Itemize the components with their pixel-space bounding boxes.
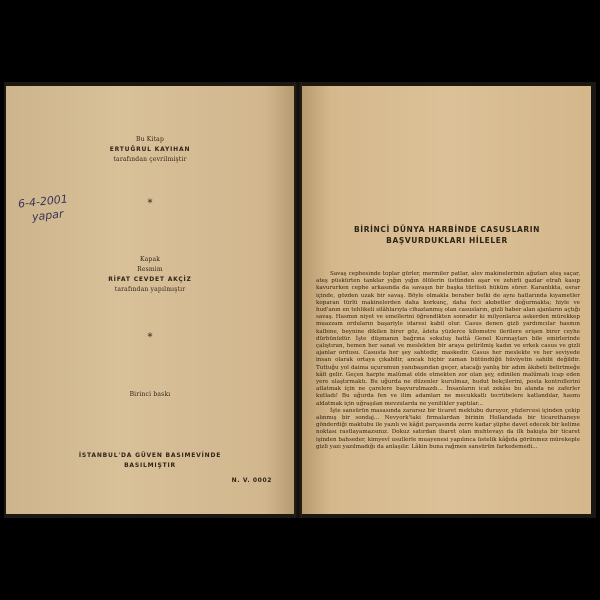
translator-name: ERTUĞRUL KAYIHAN [109, 146, 191, 153]
star-ornament: * [147, 332, 153, 343]
printer-line: BASILMIŞTIR [124, 462, 176, 469]
handwritten-note-line1: 6-4-2001 [17, 192, 69, 211]
drawing-label: Resmim [137, 266, 163, 273]
illustrator-credit: tarafından yapılmıştır [114, 286, 186, 293]
chapter-body [316, 271, 580, 451]
illustrator-name: RİFAT CEVDET AKÇİZ [108, 276, 192, 283]
chapter-title-line: BAŞVURDUKLARI HİLELER [386, 236, 508, 245]
printer-line: İSTANBUL'DA GÜVEN BASIMEVİNDE [78, 452, 222, 459]
intro-line: Bu Kitap [135, 136, 164, 143]
cover-label: Kapak [139, 256, 161, 263]
chapter-title [322, 224, 572, 246]
left-page [6, 86, 294, 514]
translator-credit: tarafından çevrilmiştir [113, 156, 187, 163]
book-gutter [294, 82, 302, 518]
right-page [302, 86, 591, 514]
book-spread [4, 82, 596, 518]
star-ornament: * [147, 198, 153, 209]
catalog-number: N. V. 0002 [231, 477, 272, 484]
chapter-title-line: BİRİNCİ DÜNYA HARBİNDE CASUSLARIN [353, 225, 540, 234]
paragraph: Savaş cephesinde toplar gürler, mermiler patlar, alev makinelerinin ağızları ateş saçar, ateş püskürten tanklar yığın yığın ölülerin üstünden aşar ve zehirli gazlar etrafı kasıp kavururken cephe arkasında da savaşın bir başka türlüsü hüküm sürer. Karanlıkta, esrar içinde, gözden uzak bir savaş. Böyle olmakla beraber belki de aynı hatlarında kıyametler koparan türlü makinelerden daha korkunç, daha feci akıbetler doğurmakta; hiyle ve hud'anın en tehlikeli silâhlarıyla cihazlanmış olan casusların, gizli haber alan ajanların açtığı savaş. Hasmın niyet ve emellerini öğrendikten sonradır ki milyonlarca askerden mürekkep muazzam orduların başariyle idaresi kabil olur. Casus denen gizli yardımcılar hasmın kalbine, beynine dikilen birer göz, âdeta yüzlerce kilometre ilerilere erişen birer ceyhe dürbünüdür. İşte düşmanın bağrına sokuluş hattâ Genel Kurmayları bile emirlerinde çalıştıran, hemen her sanat ve meslekten bir araya getirilmiş kadın ve erkek casus ve gizli ajanlar ordusu. Casusta her şey sahtedir, maskedir. Casus her meslekte ve her seviyede insan olarak ortaya çıkabilir, ancak hiçbir zaman bütündüğü hüviyetin sahibi değildir. Tuttuğu yol daima uçurumun yanıbaşından geçer, atacağı yanlış bir adım âkıbeti belirtmeğe kâfi gelir. Geçen harpte malûmat elde etmekten zor olan şey, edinilen malûmatı icap eden yere ulaştırmaktı. Bu uğurda ne düzenler kurulmaz, hudut bekçilerini, posta kontrollerini atlatmak için ne çarelere başvurulmazdı... İnsanların icat zekâsı bu alanda ne zaferler kutladı! Bu uğurda fen ve ilim adamları ne mecukkatlı tecrübelere katlandılar, hasmı aldatmak için uğraşılan mevzularda ne yenilikler yaptılar... [316, 271, 580, 407]
edition-label: Birinci baskı [129, 391, 171, 398]
handwritten-note-line2: yapar [31, 207, 65, 224]
paragraph: İşte sansürün masasında zararsız bir ticaret mektubu duruyor, yüzlercesi içinden çekip alınmış bir sondaj... Nevyork'taki firmalardan birinin Hollandada bir ticarethaneye gönderdiği maktubu ile yazılı ve kâğıt parçasında zerre kadar şüphe davet edecek bir kelime noktası rastlayamazsınız. Dokuz satırdan ibaret olan muhtevayı da ilk bakışta bir ticaret işinden bahseder, kimyevî usullerle muayenesi yapılınca üstelik kâğıda görünmez mürekeple gizli yazı yazılmadığı da anlaşılır. Lâkin buna rağmen sansürün farkedemedi... [316, 407, 580, 450]
